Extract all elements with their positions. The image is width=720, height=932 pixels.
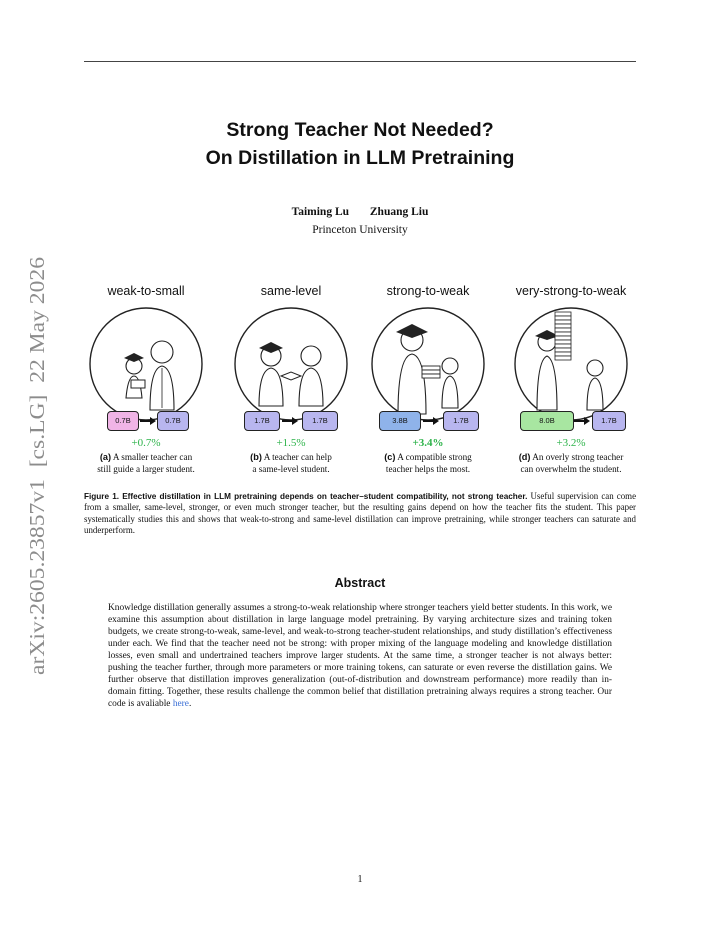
panel-caption-line-2: teacher helps the most. <box>385 463 471 474</box>
panel-tag: (c) <box>384 452 396 462</box>
panel-title: weak-to-small <box>107 284 185 298</box>
panel-caption-line-2: still guide a larger student. <box>97 463 195 474</box>
panel-caption <box>502 452 640 475</box>
model-size-row <box>222 411 360 433</box>
student-size-box: 1.7B <box>443 411 479 431</box>
header-rule <box>84 61 636 62</box>
figure-panel-b <box>222 284 360 484</box>
panel-caption-line-1: An overly strong teacher <box>532 452 624 462</box>
abstract-body: Knowledge distillation generally assumes a strong-to-weak relationship where stronger teachers yield better students. In this work, we examine this assumption about distillation in large language model pretraining. By varying architecture sizes and training token budgets, we create strong-to-weak, same-level, and weak-to-strong teacher-student relationships, and study distillation’s effectiveness under each. We find that the teacher need not be strong: with proper mixing of the language modeling and knowledge distillation losses, even small and undertrained teachers improve larger students. At the same time, a stronger teacher is not always better: pushing the teacher further, through more parameters or more training tokens, can saturate or even reverse the distillation gains. We further observe that distillation improves generalization (out-of-distribution and downstream performance) more readily than in-domain fitting. Together, these results challenge the common belief that distillation pretraining always requires a strong teacher. Our code is avaliable here. <box>108 603 612 710</box>
figure-caption <box>84 491 636 536</box>
panel-tag: (a) <box>99 452 112 462</box>
figure-panel-a <box>77 284 215 484</box>
teacher-size-box: 3.8B <box>379 411 421 431</box>
panel-caption-line-2: a same-level student. <box>252 463 330 474</box>
author-name: Taiming Lu <box>291 206 350 218</box>
figure-panel-d <box>502 284 640 484</box>
paper-title-line-1: Strong Teacher Not Needed? <box>226 119 494 141</box>
abstract-text: Knowledge distillation generally assumes a strong-to-weak relationship where stronger teachers yield better students. In this work, we examine this assumption about distillation in large language model pretraining. By varying architecture sizes and training token budgets, we create strong-to-weak, same-level, and weak-to-strong teacher-student relationships, and study distillation’s effectiveness under each. We find that the teacher need not be strong: with proper mixing of the language modeling and knowledge distillation losses, even small and undertrained teachers improve larger students. At the same time, a stronger teacher is not always better: pushing the teacher further, through more parameters or more training tokens, can saturate or even reverse the distillation gains. We further observe that distillation improves generalization (out-of-distribution and downstream performance) more readily than in-domain fitting. Together, these results challenge the common belief that distillation pretraining always requires a strong teacher. Our code is avaliable <box>108 603 612 710</box>
panel-caption <box>222 452 360 475</box>
model-size-row <box>502 411 640 433</box>
gain-value: +3.4% <box>412 437 444 449</box>
paper-title-line-2: On Distillation in LLM Pretraining <box>205 147 515 169</box>
arxiv-stamp-text: arXiv:2605.23857v1 [cs.LG] 22 May 2026 <box>25 294 49 675</box>
teacher-size-box: 1.7B <box>244 411 280 431</box>
author-name: Zhuang Liu <box>369 206 429 218</box>
teacher-size-box: 8.0B <box>520 411 574 431</box>
panel-caption-line-2: can overwhelm the student. <box>520 463 622 474</box>
panel-caption <box>359 452 497 475</box>
panel-tag: (b) <box>250 452 262 462</box>
model-size-row <box>359 411 497 433</box>
arxiv-stamp <box>12 255 62 675</box>
arrow-right-icon <box>423 415 439 427</box>
arrow-right-icon <box>140 415 156 427</box>
panel-caption <box>77 452 215 475</box>
teacher-student-illustration <box>233 306 349 422</box>
student-size-box: 1.7B <box>302 411 338 431</box>
student-size-box: 0.7B <box>157 411 189 431</box>
teacher-student-illustration <box>370 306 486 422</box>
page-number: 1 <box>357 874 363 885</box>
teacher-student-illustration <box>88 306 204 422</box>
arrow-right-icon <box>282 415 298 427</box>
panel-caption-line-1: A teacher can help <box>263 452 332 462</box>
panel-tag: (d) <box>518 452 531 462</box>
figure-caption-lead: Figure 1. Effective distillation in LLM pretraining depends on teacher–student compatibility, not strong teacher. <box>84 492 528 501</box>
model-size-row <box>77 411 215 433</box>
gain-value: +1.5% <box>276 437 306 449</box>
arrow-right-icon <box>574 415 590 427</box>
student-size-box: 1.7B <box>592 411 626 431</box>
teacher-size-box: 0.7B <box>107 411 139 431</box>
panel-title: very-strong-to-weak <box>515 284 627 298</box>
figure-caption-body: Useful supervision can come from a smaller, same-level, stronger, or even much stronger teacher, but the resulting gains depend on how the teacher fits the student. This paper systematically studies this and shows that weak-to-strong and same-level distillation can improve pretraining, while stronger teachers can saturate and underperform. <box>84 491 637 535</box>
panel-title: strong-to-weak <box>386 284 470 298</box>
panel-caption-line-1: A compatible strong <box>397 452 472 462</box>
gain-value: +3.2% <box>556 437 586 449</box>
figure-panel-c <box>359 284 497 484</box>
panel-title: same-level <box>260 284 322 298</box>
code-link[interactable]: here <box>172 699 189 710</box>
abstract-heading: Abstract <box>334 576 386 590</box>
affiliation: Princeton University <box>312 224 408 236</box>
teacher-student-illustration <box>513 306 629 422</box>
panel-caption-line-1: A smaller teacher can <box>112 452 193 462</box>
gain-value: +0.7% <box>131 437 161 449</box>
author-list <box>84 206 636 218</box>
